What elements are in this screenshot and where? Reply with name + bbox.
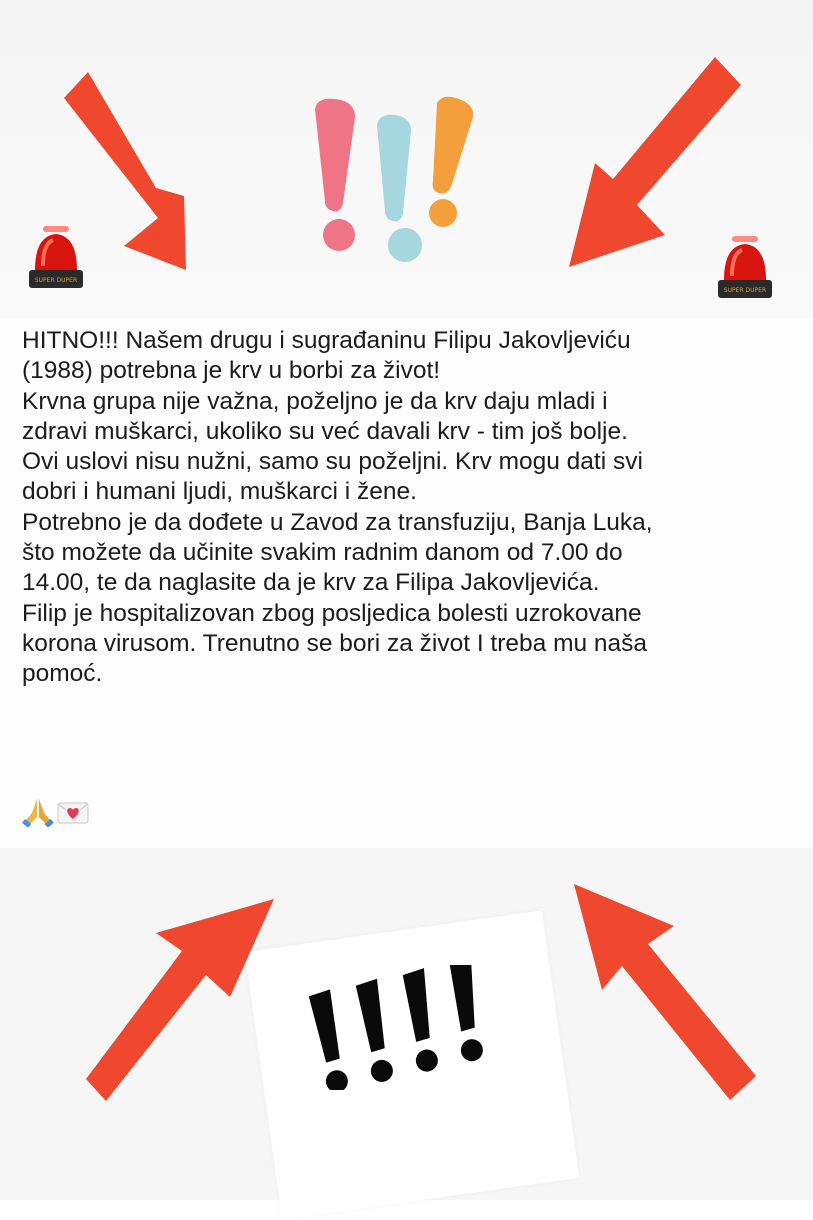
- post-text-line: korona virusom. Trenutno se bori za život I treba mu naša: [22, 629, 648, 657]
- post-text-line: dobri i humani ljudi, muškarci i žene.: [22, 478, 417, 506]
- arrow-up-right-icon: [80, 895, 280, 1110]
- post-text-line: Potrebno je da dođete u Zavod za transfuziju, Banja Luka,: [22, 508, 653, 536]
- love-letter-icon: [56, 799, 90, 825]
- arrow-up-left-icon: [572, 882, 760, 1104]
- post-text: [22, 326, 802, 690]
- post-text-line: 14.00, te da naglasite da je krv za Filipa Jakovljevića.: [22, 569, 600, 597]
- post-text-line: (1988) potrebna je krv u borbi za život!: [22, 357, 441, 385]
- post-text-line: što možete da učinite svakim radnim danom od 7.00 do: [22, 539, 623, 567]
- emoji-row: [22, 796, 90, 828]
- post-text-line: Krvna grupa nije važna, poželjno je da krv daju mladi i: [22, 387, 608, 415]
- post-text-line: pomoć.: [22, 660, 103, 688]
- svg-text:SUPER DUPER: SUPER DUPER: [34, 277, 78, 284]
- exclamation-marks-icon: [300, 965, 515, 1090]
- siren-light-icon: [716, 236, 774, 300]
- praying-hands-icon: [22, 797, 54, 827]
- exclamation-marks-icon: [305, 95, 485, 270]
- post-text-line: Ovi uslovi nisu nužni, samo su poželjni. Krv mogu dati svi: [22, 448, 643, 476]
- post-text-line: Filip je hospitalizovan zbog posljedica bolesti uzrokovane: [22, 599, 642, 627]
- post-text-line: zdravi muškarci, ukoliko su već davali krv - tim još bolje.: [22, 417, 628, 445]
- svg-text:SUPER DUPER: SUPER DUPER: [723, 287, 767, 294]
- siren-light-icon: [27, 226, 85, 290]
- post-text-line: HITNO!!! Našem drugu i sugrađaninu Filipu Jakovljeviću: [22, 327, 631, 354]
